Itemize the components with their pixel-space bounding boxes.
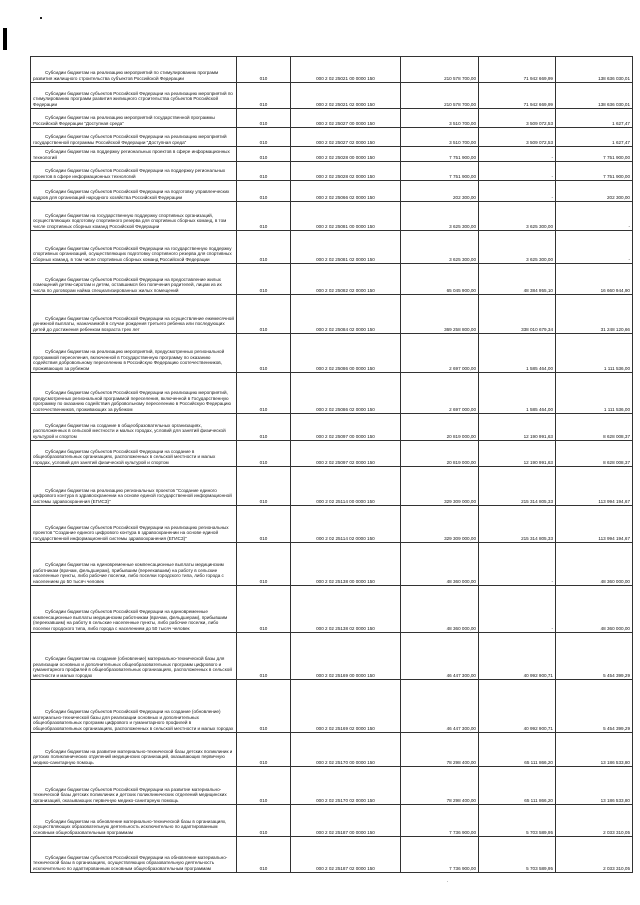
row-budget-classification-code: 000 2 02 25021 02 0000 150 xyxy=(291,83,401,109)
scan-margin-bar xyxy=(3,28,7,50)
row-budget-classification-code: 000 2 02 25169 02 0000 150 xyxy=(291,680,401,733)
row-executed-amount: 65 111 866,20 xyxy=(479,767,556,805)
row-executed-amount: 338 010 679,34 xyxy=(479,295,556,334)
row-description: Субсидии бюджетам на государственную поддержку спортивных организаций, осуществляющих подготовку спортивного резерва для спортивных сборных команд, в том числе спортивных сборных команд Российской Федерации xyxy=(31,202,237,231)
row-unexecuted-amount: 48 360 000,00 xyxy=(556,543,633,586)
row-unexecuted-amount: 138 636 030,01 xyxy=(556,83,633,109)
row-unexecuted-amount: 1 627,47 xyxy=(556,109,633,128)
row-unexecuted-amount: 7 751 900,00 xyxy=(556,147,633,162)
row-unexecuted-amount: 113 994 194,67 xyxy=(556,506,633,543)
row-budget-classification-code: 000 2 02 25138 02 0000 150 xyxy=(291,586,401,633)
row-description: Субсидии бюджетам субъектов Российской Федерации на государственную поддержку спортивных организаций, осуществляющих подготовку спортивного резерва для спортивных сборных команд, в том числе спортивных сборных команд Российской Федерации xyxy=(31,231,237,264)
row-description: Субсидии бюджетам субъектов Российской Федерации на развитие материально-технической базы детских поликлиник и детских поликлинических отделений медицинских организаций, оказывающих первичную медико-санитарную помощь xyxy=(31,767,237,805)
row-description: Субсидии бюджетам на реализацию региональных проектов "Создание единого цифрового контура в здравоохранении на основе единой государственной информационной системы здравоохранения (ЕГИСЗ)" xyxy=(31,467,237,506)
row-budget-classification-code: 000 2 02 25066 02 0000 150 xyxy=(291,181,401,202)
row-line-code: 010 xyxy=(237,441,291,467)
row-budget-classification-code: 000 2 02 25170 02 0000 150 xyxy=(291,767,401,805)
row-budget-classification-code: 000 2 02 25081 02 0000 150 xyxy=(291,231,401,264)
row-executed-amount: 3 625 300,00 xyxy=(479,202,556,231)
row-unexecuted-amount: 138 636 030,01 xyxy=(556,57,633,83)
row-line-code: 010 xyxy=(237,162,291,181)
row-line-code: 010 xyxy=(237,586,291,633)
row-approved-amount: 78 298 400,00 xyxy=(401,767,479,805)
table-row xyxy=(31,57,633,83)
row-unexecuted-amount: 5 454 399,29 xyxy=(556,633,633,680)
row-approved-amount: 202 300,00 xyxy=(401,181,479,202)
row-line-code: 010 xyxy=(237,57,291,83)
row-description: Субсидии бюджетам на поддержку региональных проектов в сфере информационных технологий xyxy=(31,147,237,162)
table-row xyxy=(31,162,633,181)
table-row xyxy=(31,295,633,334)
row-executed-amount: 71 942 669,99 xyxy=(479,57,556,83)
row-approved-amount: 48 360 000,00 xyxy=(401,586,479,633)
row-description: Субсидии бюджетам субъектов Российской Федерации на осуществление ежемесячной денежной выплаты, назначаемой в случае рождения третьего ребенка или последующих детей до достижения ребенком возраста трех лет xyxy=(31,295,237,334)
row-unexecuted-amount: 5 454 399,29 xyxy=(556,680,633,733)
row-executed-amount: 12 190 991,63 xyxy=(479,414,556,441)
row-approved-amount: 20 819 000,00 xyxy=(401,441,479,467)
budget-execution-table xyxy=(30,56,633,873)
row-budget-classification-code: 000 2 02 25114 02 0000 150 xyxy=(291,506,401,543)
row-description: Субсидии бюджетам на реализацию мероприятий, предусмотренных региональной программой переселения, включенной в Государственную программу по оказанию содействия добровольному переселению в Российскую Федерацию соотечественников, проживающих за рубежом xyxy=(31,334,237,373)
row-unexecuted-amount: 48 360 000,00 xyxy=(556,586,633,633)
row-unexecuted-amount: 1 627,47 xyxy=(556,128,633,147)
row-unexecuted-amount: - xyxy=(556,202,633,231)
row-unexecuted-amount: 1 111 536,00 xyxy=(556,373,633,414)
table-row xyxy=(31,147,633,162)
row-executed-amount: 1 585 464,00 xyxy=(479,373,556,414)
row-approved-amount: 329 309 000,00 xyxy=(401,506,479,543)
row-line-code: 010 xyxy=(237,264,291,295)
row-approved-amount: 65 045 900,00 xyxy=(401,264,479,295)
row-budget-classification-code: 000 2 02 25187 02 0000 150 xyxy=(291,837,401,873)
scan-dot-mark xyxy=(40,17,42,19)
row-approved-amount: 7 736 900,00 xyxy=(401,805,479,837)
row-line-code: 010 xyxy=(237,147,291,162)
table-row xyxy=(31,441,633,467)
table-row xyxy=(31,109,633,128)
row-approved-amount: 7 751 900,00 xyxy=(401,162,479,181)
row-unexecuted-amount: 13 186 533,80 xyxy=(556,767,633,805)
row-approved-amount: 3 625 300,00 xyxy=(401,202,479,231)
row-line-code: 010 xyxy=(237,181,291,202)
row-executed-amount: 3 509 072,53 xyxy=(479,128,556,147)
table-row xyxy=(31,586,633,633)
row-line-code: 010 xyxy=(237,83,291,109)
row-description: Субсидии бюджетам на обновление материально-технической базы в организациях, осуществляющих образовательную деятельность исключительно по адаптированным основным общеобразовательным программам xyxy=(31,805,237,837)
row-description: Субсидии бюджетам на реализацию мероприятий по стимулированию программ развития жилищного строительства субъектов Российской Федерации xyxy=(31,57,237,83)
row-unexecuted-amount: 202 300,00 xyxy=(556,181,633,202)
row-executed-amount: 3 625 300,00 xyxy=(479,231,556,264)
row-approved-amount: 369 258 800,00 xyxy=(401,295,479,334)
row-unexecuted-amount: 7 751 900,00 xyxy=(556,162,633,181)
row-unexecuted-amount: 31 248 120,66 xyxy=(556,295,633,334)
row-unexecuted-amount: 16 660 944,90 xyxy=(556,264,633,295)
row-line-code: 010 xyxy=(237,837,291,873)
row-approved-amount: 46 447 300,00 xyxy=(401,680,479,733)
row-description: Субсидии бюджетам на единовременные компенсационные выплаты медицинским работникам (врачам, фельдшерам), прибывшим (переехавшим) на работу в сельские населенные пункты, либо рабочие поселки, либо поселки городского типа, либо города с населением до 50 тысяч человек xyxy=(31,543,237,586)
row-approved-amount: 210 578 700,00 xyxy=(401,57,479,83)
row-description: Субсидии бюджетам субъектов Российской Федерации на обновление материально-технической базы в организациях, осуществляющих образовательную деятельность исключительно по адаптированным основным общеобразовательным программам xyxy=(31,837,237,873)
row-executed-amount: 40 992 900,71 xyxy=(479,633,556,680)
row-line-code: 010 xyxy=(237,373,291,414)
table-row xyxy=(31,128,633,147)
row-executed-amount: 12 190 991,63 xyxy=(479,441,556,467)
table-row xyxy=(31,506,633,543)
row-description: Субсидии бюджетам субъектов Российской Федерации на предоставление жилых помещений детям-сиротам и детям, оставшимся без попечения родителей, лицам из их числа по договорам найма специализированных жилых помещений xyxy=(31,264,237,295)
row-line-code: 010 xyxy=(237,334,291,373)
row-approved-amount: 48 360 000,00 xyxy=(401,543,479,586)
table-row xyxy=(31,633,633,680)
row-budget-classification-code: 000 2 02 25169 00 0000 150 xyxy=(291,633,401,680)
row-executed-amount: 40 992 900,71 xyxy=(479,680,556,733)
row-description: Субсидии бюджетам субъектов Российской Федерации на создание (обновление) материально-технической базы для реализации основных и дополнительных общеобразовательных программ цифрового и гуманитарного профилей в общеобразовательных организациях, расположенных в сельской местности и малых городах xyxy=(31,680,237,733)
row-budget-classification-code: 000 2 02 25138 00 0000 150 xyxy=(291,543,401,586)
row-line-code: 010 xyxy=(237,506,291,543)
row-budget-classification-code: 000 2 02 25086 00 0000 150 xyxy=(291,334,401,373)
row-approved-amount: 2 697 000,00 xyxy=(401,334,479,373)
table-row xyxy=(31,181,633,202)
row-line-code: 010 xyxy=(237,467,291,506)
row-description: Субсидии бюджетам субъектов Российской Федерации на создание в общеобразовательных организациях, расположенных в сельской местности и малых городах, условий для занятий физической культурой и спортом xyxy=(31,441,237,467)
table-row xyxy=(31,373,633,414)
row-approved-amount: 20 819 000,00 xyxy=(401,414,479,441)
table-row xyxy=(31,414,633,441)
row-line-code: 010 xyxy=(237,680,291,733)
row-approved-amount: 3 625 300,00 xyxy=(401,231,479,264)
table-row xyxy=(31,543,633,586)
row-executed-amount: 65 111 866,20 xyxy=(479,733,556,767)
row-approved-amount: 7 751 900,00 xyxy=(401,147,479,162)
row-unexecuted-amount: 8 628 008,37 xyxy=(556,441,633,467)
row-approved-amount: 329 309 000,00 xyxy=(401,467,479,506)
row-line-code: 010 xyxy=(237,767,291,805)
row-description: Субсидии бюджетам субъектов Российской Федерации на реализацию региональных проектов "Создание единого цифрового контура в здравоохранении на основе единой государственной информационной системы здравоохранения (ЕГИСЗ)" xyxy=(31,506,237,543)
row-line-code: 010 xyxy=(237,414,291,441)
row-unexecuted-amount: 113 994 194,67 xyxy=(556,467,633,506)
row-line-code: 010 xyxy=(237,202,291,231)
row-budget-classification-code: 000 2 02 25028 00 0000 150 xyxy=(291,147,401,162)
table-row xyxy=(31,680,633,733)
table-row xyxy=(31,202,633,231)
row-unexecuted-amount: 1 111 536,00 xyxy=(556,334,633,373)
table-row xyxy=(31,805,633,837)
row-line-code: 010 xyxy=(237,109,291,128)
row-executed-amount: 5 703 589,95 xyxy=(479,805,556,837)
table-body xyxy=(31,57,633,873)
row-budget-classification-code: 000 2 02 25082 02 0000 150 xyxy=(291,264,401,295)
row-executed-amount: 5 703 589,95 xyxy=(479,837,556,873)
row-budget-classification-code: 000 2 02 25081 00 0000 150 xyxy=(291,202,401,231)
row-executed-amount: - xyxy=(479,162,556,181)
row-line-code: 010 xyxy=(237,231,291,264)
row-unexecuted-amount: 2 033 310,05 xyxy=(556,837,633,873)
row-executed-amount: - xyxy=(479,181,556,202)
row-budget-classification-code: 000 2 02 25114 00 0000 150 xyxy=(291,467,401,506)
row-budget-classification-code: 000 2 02 25021 00 0000 150 xyxy=(291,57,401,83)
row-executed-amount: 215 314 805,33 xyxy=(479,506,556,543)
row-executed-amount: - xyxy=(479,147,556,162)
row-budget-classification-code: 000 2 02 25086 02 0000 150 xyxy=(291,373,401,414)
table-row xyxy=(31,837,633,873)
row-line-code: 010 xyxy=(237,805,291,837)
row-description: Субсидии бюджетам субъектов Российской Федерации на реализацию мероприятий государственной программы Российской Федерации "Доступная среда" xyxy=(31,128,237,147)
row-line-code: 010 xyxy=(237,295,291,334)
row-description: Субсидии бюджетам на реализацию мероприятий государственной программы Российской Федерации "Доступная среда" xyxy=(31,109,237,128)
table-row xyxy=(31,767,633,805)
row-executed-amount: - xyxy=(479,586,556,633)
row-line-code: 010 xyxy=(237,733,291,767)
row-approved-amount: 210 578 700,00 xyxy=(401,83,479,109)
table-row xyxy=(31,264,633,295)
row-description: Субсидии бюджетам субъектов Российской Федерации на реализацию мероприятий, предусмотренных региональной программой переселения, включенной в Государственную программу по оказанию содействия добровольному переселению в Российскую Федерацию соотечественников, проживающих за рубежом xyxy=(31,373,237,414)
row-description: Субсидии бюджетам на создание в общеобразовательных организациях, расположенных в сельской местности и малых городах, условий для занятий физической культурой и спортом xyxy=(31,414,237,441)
scan-artifact-mark: . xyxy=(447,878,449,884)
row-description: Субсидии бюджетам субъектов Российской Федерации на подготовку управленческих кадров для организаций народного хозяйства Российской Федерации xyxy=(31,181,237,202)
row-approved-amount: 3 510 700,00 xyxy=(401,128,479,147)
row-description: Субсидии бюджетам субъектов Российской Федерации на поддержку региональных проектов в сфере информационных технологий xyxy=(31,162,237,181)
row-line-code: 010 xyxy=(237,543,291,586)
row-approved-amount: 46 447 300,00 xyxy=(401,633,479,680)
row-approved-amount: 3 510 700,00 xyxy=(401,109,479,128)
table-row xyxy=(31,733,633,767)
row-budget-classification-code: 000 2 02 25097 02 0000 150 xyxy=(291,441,401,467)
row-budget-classification-code: 000 2 02 25097 00 0000 150 xyxy=(291,414,401,441)
table-row xyxy=(31,334,633,373)
table-row xyxy=(31,231,633,264)
row-unexecuted-amount: 13 186 533,80 xyxy=(556,733,633,767)
row-unexecuted-amount: - xyxy=(556,231,633,264)
row-budget-classification-code: 000 2 02 25027 00 0000 150 xyxy=(291,109,401,128)
row-budget-classification-code: 000 2 02 25028 02 0000 150 xyxy=(291,162,401,181)
row-line-code: 010 xyxy=(237,128,291,147)
row-executed-amount: 71 942 669,99 xyxy=(479,83,556,109)
row-line-code: 010 xyxy=(237,633,291,680)
row-budget-classification-code: 000 2 02 25187 00 0000 150 xyxy=(291,805,401,837)
row-executed-amount: 215 314 805,33 xyxy=(479,467,556,506)
row-budget-classification-code: 000 2 02 25170 00 0000 150 xyxy=(291,733,401,767)
table-row xyxy=(31,83,633,109)
row-approved-amount: 7 736 900,00 xyxy=(401,837,479,873)
row-description: Субсидии бюджетам на создание (обновление) материально-технической базы для реализации основных и дополнительных общеобразовательных программ цифрового и гуманитарного профилей в общеобразовательных организациях, расположенных в сельской местности и малых городах xyxy=(31,633,237,680)
row-approved-amount: 78 298 400,00 xyxy=(401,733,479,767)
row-executed-amount: 1 585 464,00 xyxy=(479,334,556,373)
row-budget-classification-code: 000 2 02 25027 02 0000 150 xyxy=(291,128,401,147)
row-executed-amount: 48 384 955,10 xyxy=(479,264,556,295)
row-description: Субсидии бюджетам на развитие материально-технической базы детских поликлиник и детских поликлинических отделений медицинских организаций, оказывающих первичную медико-санитарную помощь xyxy=(31,733,237,767)
table-row xyxy=(31,467,633,506)
row-description: Субсидии бюджетам субъектов Российской Федерации на реализацию мероприятий по стимулированию программ развития жилищного строительства субъектов Российской Федерации xyxy=(31,83,237,109)
row-approved-amount: 2 697 000,00 xyxy=(401,373,479,414)
row-unexecuted-amount: 8 628 008,37 xyxy=(556,414,633,441)
row-budget-classification-code: 000 2 02 25084 02 0000 150 xyxy=(291,295,401,334)
row-executed-amount: - xyxy=(479,543,556,586)
row-unexecuted-amount: 2 033 310,05 xyxy=(556,805,633,837)
row-description: Субсидии бюджетам субъектов Российской Федерации на единовременные компенсационные выплаты медицинским работникам (врачам, фельдшерам), прибывшим (переехавшим) на работу в сельские населенные пункты, либо рабочие поселки, либо поселки городского типа, либо города с населением до 50 тысяч человек xyxy=(31,586,237,633)
row-executed-amount: 3 509 072,53 xyxy=(479,109,556,128)
